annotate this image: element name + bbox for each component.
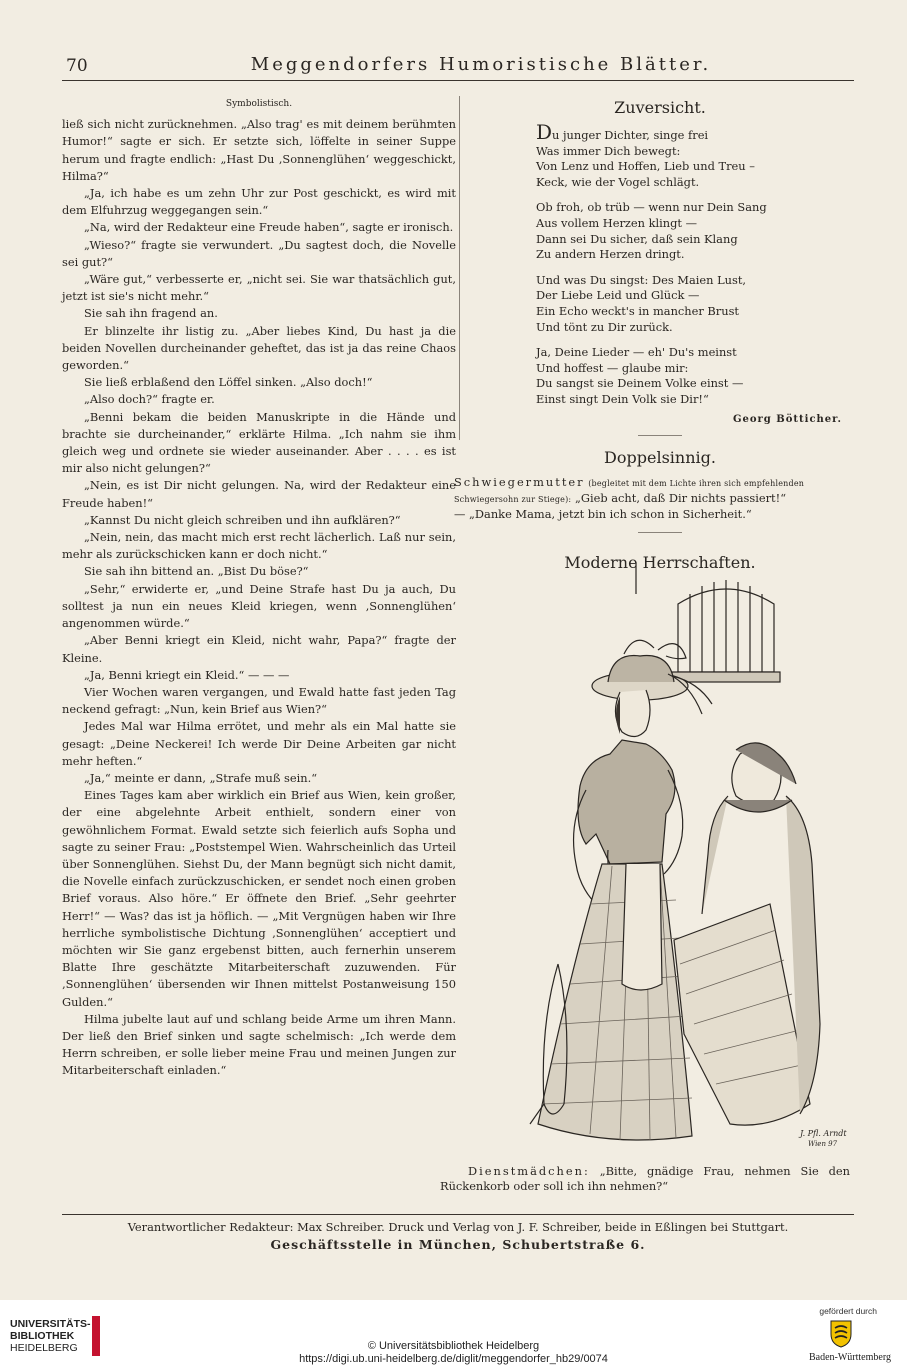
- poem-line: Ja, Deine Lieder — eh' Du's meinst: [536, 345, 737, 360]
- poem-line: Und hoffest — glaube mir:: [536, 360, 689, 375]
- story-paragraph: „Sehr,“ erwiderte er, „und Deine Strafe hast Du ja auch, Du solltest ja nun ein neues Kleid kriegen, wenn ‚Sonnenglühen‘ angenommen würde.“: [62, 581, 456, 631]
- story-paragraph: Er blinzelte ihr listig zu. „Aber liebes Kind, Du hast ja die beiden Novellen durcheinander geheftet, das ist ja das reine Chaos geworden.“: [62, 323, 456, 373]
- story-paragraph: Jedes Mal war Hilma errötet, und mehr als ein Mal hatte sie gesagt: „Deine Neckerei! Ich werde Dir Deine Arbeiten gar nicht mehr heften.“: [62, 719, 456, 768]
- joke-title: Doppelsinnig.: [604, 447, 716, 467]
- story-paragraph: „Wäre gut,“ verbesserte er, „nicht sei. Sie war thatsächlich gut, jetzt ist sie's nicht mehr.“: [62, 272, 456, 304]
- story-paragraph: „Kannst Du nicht gleich schreiben und ihn aufklären?“: [84, 512, 401, 527]
- story-column: [62, 96, 456, 1080]
- joke-line: „Gieb acht, daß Dir nichts passiert!“: [574, 490, 787, 505]
- poem-line: Aus vollem Herzen klingt —: [536, 215, 697, 230]
- poem-line: Was immer Dich bewegt:: [536, 143, 681, 158]
- cartoon-signature: J. Pfl. Arndt: [800, 1129, 847, 1138]
- poem-stanza: [536, 120, 850, 190]
- poem-dropcap: D: [536, 120, 553, 144]
- joke-speaker: Schwiegermutter: [454, 474, 585, 489]
- story-paragraph: Sie sah ihn bittend an. „Bist Du böse?“: [84, 564, 309, 579]
- poem-line: u junger Dichter, singe frei: [552, 128, 709, 142]
- office-address: Geschäftsstelle in München, Schubertstraße 6.: [270, 1237, 646, 1252]
- poem-line: Dann sei Du sicher, daß sein Klang: [536, 231, 738, 246]
- story-paragraph: Sie sah ihn fragend an.: [84, 306, 218, 321]
- baden-wuerttemberg-crest-icon: [828, 1318, 854, 1348]
- header-rule: [62, 80, 854, 81]
- poem-line: Zu andern Herzen dringt.: [536, 247, 685, 262]
- story-paragraph: „Also doch?“ fragte er.: [84, 392, 215, 407]
- poem-line: Und was Du singst: Des Maien Lust,: [536, 272, 747, 287]
- library-footer: [0, 1300, 907, 1369]
- imprint-line: Verantwortlicher Redakteur: Max Schreiber. Druck und Verlag von J. F. Schreiber, beide in Eßlingen bei Stuttgart.: [127, 1220, 789, 1234]
- story-paragraph: ließ sich nicht zurücknehmen. „Also trag' es mit deinem berühmten Humor!“ sagte er sich. Er setzte sich, löffelte in seiner Suppe herum und fragte endlich: „Hast Du ‚Sonnenglühen‘ weggeschickt, Hilma?“: [62, 117, 456, 183]
- poem-line: Einst singt Dein Volk sie Dir!“: [536, 391, 709, 406]
- copyright-notice: © Universitätsbibliothek Heidelberg: [367, 1340, 540, 1352]
- permalink[interactable]: https://digi.ub.uni-heidelberg.de/diglit/meggendorfer_hb29/0074: [299, 1353, 608, 1365]
- poem-title: Zuversicht.: [614, 98, 706, 117]
- poem-line: Ob froh, ob trüb — wenn nur Dein Sang: [536, 200, 767, 215]
- story-paragraph: Sie ließ erblaßend den Löffel sinken. „Also doch!“: [84, 375, 373, 390]
- funder-name[interactable]: Baden-Württemberg: [808, 1352, 891, 1363]
- poem-line: Und tönt zu Dir zurück.: [536, 319, 673, 334]
- poem-author: Georg Bötticher.: [732, 413, 842, 425]
- copyright-block: [0, 1340, 907, 1366]
- story-paragraph: „Ja,“ meinte er dann, „Strafe muß sein.“: [84, 770, 318, 785]
- story-paragraph: „Ja, ich habe es um zehn Uhr zur Post geschickt, es wird mit dem Elfuhrzug weggegangen sein.“: [62, 186, 456, 218]
- story-paragraph: „Aber Benni kriegt ein Kleid, nicht wahr, Papa?“ fragte der Kleine.: [62, 633, 456, 665]
- cartoon-title: Moderne Herrschaften.: [564, 553, 756, 573]
- poem-line: Von Lenz und Hoffen, Lieb und Treu –: [536, 159, 755, 174]
- footer-rule: [62, 1214, 854, 1215]
- joke-line: — „Danke Mama, jetzt bin ich schon in Sicherheit.“: [454, 506, 752, 521]
- section-rule: [638, 532, 682, 533]
- ub-name-line: BIBLIOTHEK: [10, 1330, 75, 1342]
- cartoon-signature-year: Wien 97: [808, 1140, 838, 1148]
- cartoon-caption: [440, 1164, 850, 1195]
- cartoon-illustration: [440, 564, 850, 1164]
- ub-name-line: UNIVERSITÄTS-: [10, 1318, 91, 1330]
- joke-text: [454, 475, 852, 523]
- ub-name-line: HEIDELBERG: [10, 1342, 78, 1354]
- story-paragraph: „Na, wird der Redakteur eine Freude haben“, sagte er ironisch.: [84, 220, 454, 235]
- story-paragraph: Hilma jubelte laut auf und schlang beide Arme um ihren Mann. Der ließ den Brief sinken und sagte schelmisch: „Ich werde dem Herrn schreiben, er solle lieber meine Frau und meinen Jungen zur Mitarbeiterschaft einladen.“: [62, 1011, 456, 1078]
- poem-line: Du sangst sie Deinem Volke einst —: [536, 376, 744, 391]
- poem-line: Ein Echo weckt's in mancher Brust: [536, 303, 739, 318]
- story-title: Symbolistisch.: [225, 99, 293, 109]
- story-paragraph: „Nein, nein, das macht mich erst recht lächerlich. Laß nur sein, mehr als zurückschicken kann er doch nicht.“: [62, 530, 456, 562]
- joke-stage-direction: (begleitet mit dem Lichte ihren sich empfehlenden Schwiegersohn zur Stiege):: [454, 478, 805, 504]
- story-paragraph: Vier Wochen waren vergangen, und Ewald hatte fast jeden Tag neckend gefragt: „Nun, kein Brief aus Wien?“: [62, 684, 456, 717]
- caption-text: „Bitte, gnädige Frau, nehmen Sie den Rückenkorb oder soll ich ihn nehmen?“: [440, 1164, 850, 1194]
- right-column: [454, 96, 850, 576]
- story-paragraph: „Benni bekam die beiden Manuskripte in die Hände und brachte sie durcheinander,“ erklärte Hilma. „Ich nahm sie ihm gleich weg und ordnete sie wieder auseinander. Aber . . . . es ist mir also nicht gelungen?“: [62, 409, 456, 476]
- story-paragraph: „Wieso?“ fragte sie verwundert. „Du sagtest doch, die Novelle sei gut?“: [62, 237, 456, 269]
- section-rule: [638, 435, 682, 436]
- story-paragraph: „Nein, es ist Dir nicht gelungen. Na, wird der Redakteur eine Freude haben!“: [62, 478, 456, 510]
- poem-stanza: [536, 200, 850, 262]
- page-header: [66, 56, 856, 80]
- poem-line: Der Liebe Leid und Glück —: [536, 288, 700, 303]
- story-paragraph: Eines Tages kam aber wirklich ein Brief aus Wien, kein großer, der eine abgelehnte Arbeit enthielt, sondern einer von gewöhnlichem Format. Ewald setzte sich feierlich aufs Sopha und sagte zu seiner Frau: „Poststempel Wien. Wahrscheinlich das Urteil über Sonnenglühen. Siehst Du, der Mann begnügt sich nicht damit, die Novelle einfach zurückzuschicken, er sendet noch einen groben Brief voraus. Also höre.“ Er öffnete den Brief. „Sehr geehrter Herr!“ — Was? das ist ja höflich. — „Mit Vergnügen haben wir Ihre herrliche symbolistische Dichtung ‚Sonnenglühen‘ acceptiert und möchten wir Sie ganz ergebenst bitten, auch fernerhin unserem Blatte Ihre geschätzte Mitarbeiterschaft zuzuwenden. Für ‚Sonnenglühen‘ übersenden wir Ihnen mittelst Postanweisung 150 Gulden.“: [62, 788, 456, 1009]
- poem-stanza: [536, 345, 850, 407]
- caption-speaker: Dienstmädchen:: [468, 1164, 590, 1178]
- poem-stanza: [536, 273, 850, 335]
- journal-title: Meggendorfers Humoristische Blätter.: [250, 54, 712, 75]
- poem-line: Keck, wie der Vogel schlägt.: [536, 174, 700, 189]
- story-paragraph: „Ja, Benni kriegt ein Kleid.“ — — —: [84, 667, 290, 682]
- funded-by-label: gefördert durch: [819, 1306, 877, 1316]
- page-number: 70: [66, 56, 88, 76]
- column-divider: [459, 96, 460, 440]
